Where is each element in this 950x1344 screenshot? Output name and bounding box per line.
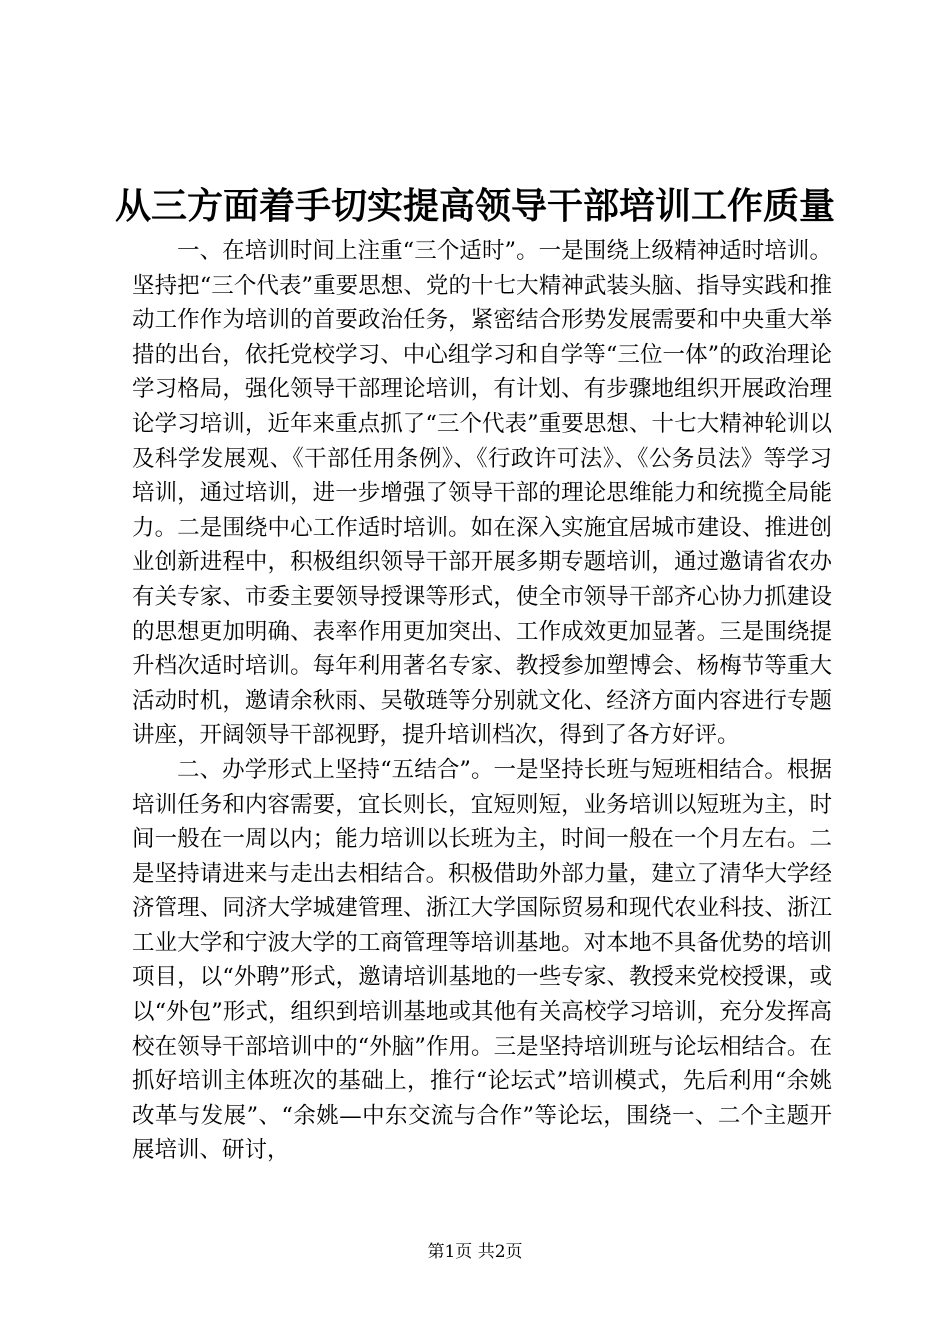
paragraph-1: 一、在培训时间上注重“三个适时”。一是围绕上级精神适时培训。坚持把“三个代表”重要思想、党的十七大精神武装头脑、指导实践和推动工作作为培训的首要政治任务，紧密结合形势发展需要和中央重大举措的出台，依托党校学习、中心组学习和自学等“三位一体”的政治理论学习格局，强化领导干部理论培训，有计划、有步骤地组织开展政治理论学习培训，近年来重点抓了“三个代表”重要思想、十七大精神轮训以及科学发展观、《干部任用条例》、《行政许可法》、《公务员法》等学习培训，通过培训，进一步增强了领导干部的理论思维能力和统揽全局能力。二是围绕中心工作适时培训。如在深入实施宜居城市建设、推进创业创新进程中，积极组织领导干部开展多期专题培训，通过邀请省农办有关专家、市委主要领导授课等形式，使全市领导干部齐心协力抓建设的思想更加明确、表率作用更加突出、工作成效更加显著。三是围绕提升档次适时培训。每年利用著名专家、教授参加塑博会、杨梅节等重大活动时机，邀请余秋雨、吴敬琏等分别就文化、经济方面内容进行专题讲座，开阔领导干部视野，提升培训档次，得到了各方好评。 bbox=[132, 238, 832, 749]
paragraph-2: 二、办学形式上坚持“五结合”。一是坚持长班与短班相结合。根据培训任务和内容需要，宜长则长，宜短则短，业务培训以短班为主，时间一般在一周以内；能力培训以长班为主，时间一般在一个月左右。二是坚持请进来与走出去相结合。积极借助外部力量，建立了清华大学经济管理、同济大学城建管理、浙江大学国际贸易和现代农业科技、浙江工业大学和宁波大学的工商管理等培训基地。对本地不具备优势的培训项目，以“外聘”形式，邀请培训基地的一些专家、教授来党校授课，或以“外包”形式，组织到培训基地或其他有关高校学习培训，充分发挥高校在领导干部培训中的“外脑”作用。三是坚持培训班与论坛相结合。在抓好培训主体班次的基础上，推行“论坛式”培训模式，先后利用“余姚改革与发展”、“余姚—中东交流与合作”等论坛，围绕一、二个主题开展培训、研讨， bbox=[132, 756, 832, 1164]
document-body bbox=[132, 234, 832, 1168]
document-title: 从三方面着手切实提高领导干部培训工作质量 bbox=[114, 185, 835, 227]
page-footer: 第1页 共2页 bbox=[427, 1242, 523, 1262]
